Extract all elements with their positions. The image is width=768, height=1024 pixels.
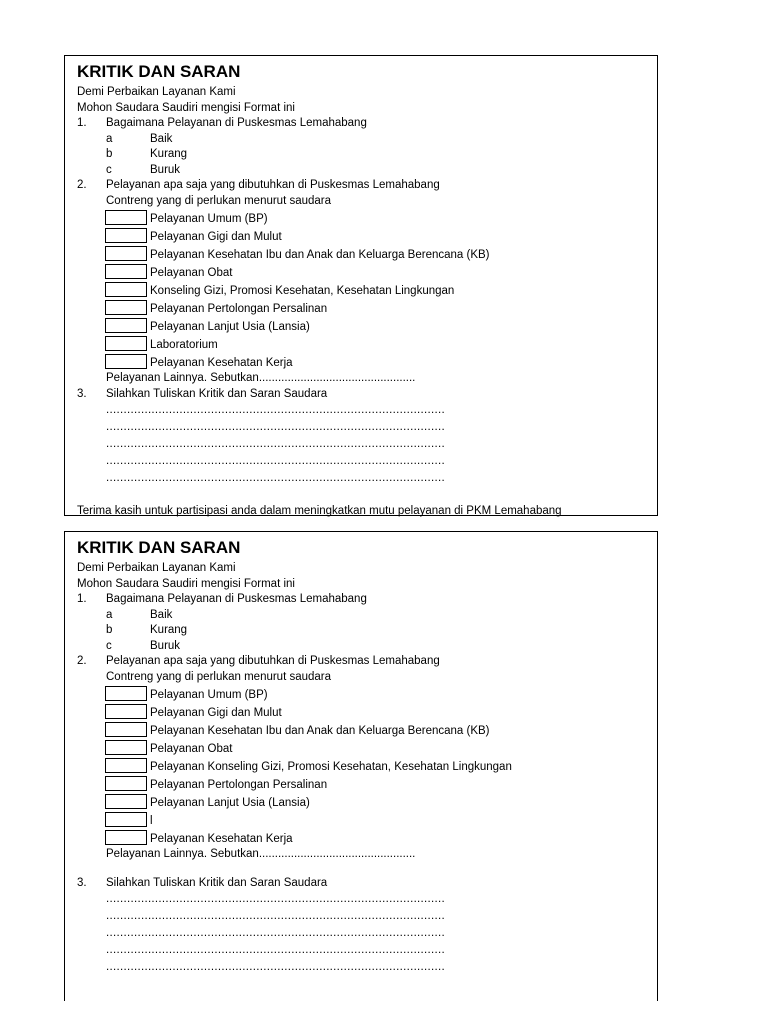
service-row: [77, 775, 657, 793]
question-3: [77, 876, 657, 892]
service-label: Pelayanan Konseling Gizi, Promosi Kesehatan, Kesehatan Lingkungan: [150, 761, 512, 773]
option-letter: b: [106, 624, 113, 636]
option-letter: c: [106, 163, 112, 176]
option-c[interactable]: [77, 639, 657, 655]
service-row: [77, 757, 657, 775]
service-checkbox[interactable]: [105, 210, 147, 225]
service-label: Pelayanan Kesehatan Kerja: [150, 357, 293, 369]
option-a[interactable]: [77, 608, 657, 624]
service-row: [77, 335, 657, 353]
service-checkbox[interactable]: [105, 740, 147, 755]
option-b[interactable]: [77, 147, 657, 163]
option-letter: a: [106, 132, 113, 145]
service-checkbox[interactable]: [105, 246, 147, 261]
service-checkbox[interactable]: [105, 318, 147, 333]
service-checkbox[interactable]: [105, 830, 147, 845]
option-b[interactable]: [77, 623, 657, 639]
answer-line[interactable]: .................................................................................................: [106, 910, 446, 922]
feedback-form-2: [64, 531, 658, 1001]
service-label: Pelayanan Umum (BP): [150, 689, 268, 701]
service-label: Pelayanan Kesehatan Ibu dan Anak dan Keluarga Berencana (KB): [150, 249, 490, 261]
question-2: [77, 654, 657, 670]
answer-line[interactable]: .................................................................................................: [106, 455, 446, 467]
service-label: Pelayanan Umum (BP): [150, 213, 268, 225]
question-number: 1.: [77, 593, 87, 605]
option-label: Buruk: [150, 639, 181, 652]
service-checkbox[interactable]: [105, 704, 147, 719]
option-letter: a: [106, 608, 113, 621]
answer-line[interactable]: .................................................................................................: [106, 438, 446, 450]
service-label: Pelayanan Lanjut Usia (Lansia): [150, 321, 310, 333]
service-label: Pelayanan Obat: [150, 267, 233, 279]
service-row: [77, 739, 657, 757]
intro-line-2: Mohon Saudara Saudiri mengisi Format ini: [77, 577, 295, 590]
service-label: Laboratorium: [150, 339, 218, 351]
service-row: [77, 317, 657, 335]
thank-you-note: Terima kasih untuk partisipasi anda dalam meningkatkan mutu pelayanan di PKM Lemahabang: [77, 505, 562, 517]
question-number: 2.: [77, 179, 87, 191]
question-2-instruction: Contreng yang di perlukan menurut saudara: [106, 194, 332, 207]
question-1: [77, 592, 657, 608]
question-2-instruction: Contreng yang di perlukan menurut saudara: [106, 670, 332, 683]
option-letter: b: [106, 148, 113, 160]
service-row: [77, 685, 657, 703]
service-checkbox[interactable]: [105, 686, 147, 701]
service-row: [77, 245, 657, 263]
service-row: [77, 703, 657, 721]
answer-line[interactable]: .................................................................................................: [106, 893, 446, 905]
service-label: Pelayanan Obat: [150, 743, 233, 755]
option-label: Kurang: [150, 624, 188, 636]
question-3: [77, 387, 657, 403]
question-2: [77, 178, 657, 194]
form-title: KRITIK DAN SARAN: [77, 538, 241, 557]
service-checkbox[interactable]: [105, 300, 147, 315]
service-row: [77, 281, 657, 299]
service-row: [77, 721, 657, 739]
question-text: Bagaimana Pelayanan di Puskesmas Lemahabang: [106, 593, 367, 605]
service-row: [77, 299, 657, 317]
question-text: Silahkan Tuliskan Kritik dan Saran Saudara: [106, 876, 328, 889]
intro-line-1: Demi Perbaikan Layanan Kami: [77, 86, 236, 98]
question-number: 3.: [77, 387, 87, 400]
option-label: Baik: [150, 608, 173, 621]
service-checkbox[interactable]: [105, 776, 147, 791]
service-label: Pelayanan Gigi dan Mulut: [150, 231, 282, 243]
service-row: [77, 209, 657, 227]
question-number: 2.: [77, 655, 87, 667]
other-service-field[interactable]: Pelayanan Lainnya. Sebutkan.................................................: [106, 372, 416, 384]
service-row: [77, 353, 657, 371]
service-row: [77, 263, 657, 281]
intro-line-1: Demi Perbaikan Layanan Kami: [77, 562, 236, 574]
answer-line[interactable]: .................................................................................................: [106, 961, 446, 973]
service-checkbox[interactable]: [105, 722, 147, 737]
service-checkbox[interactable]: [105, 264, 147, 279]
service-label: Pelayanan Pertolongan Persalinan: [150, 303, 328, 315]
service-checkbox[interactable]: [105, 794, 147, 809]
answer-line[interactable]: .................................................................................................: [106, 927, 446, 939]
service-label: Konseling Gizi, Promosi Kesehatan, Kesehatan Lingkungan: [150, 285, 455, 297]
question-text: Pelayanan apa saja yang dibutuhkan di Puskesmas Lemahabang: [106, 179, 440, 191]
question-text: Silahkan Tuliskan Kritik dan Saran Saudara: [106, 387, 328, 400]
question-number: 3.: [77, 876, 87, 889]
question-1: [77, 116, 657, 132]
service-row: [77, 829, 657, 847]
service-row: [77, 811, 657, 829]
service-checkbox[interactable]: [105, 282, 147, 297]
service-label: Pelayanan Kesehatan Kerja: [150, 833, 293, 845]
service-checkbox[interactable]: [105, 758, 147, 773]
service-row: [77, 227, 657, 245]
service-label: Pelayanan Lanjut Usia (Lansia): [150, 797, 310, 809]
service-row: [77, 793, 657, 811]
question-text: Bagaimana Pelayanan di Puskesmas Lemahabang: [106, 117, 367, 129]
other-service-field[interactable]: Pelayanan Lainnya. Sebutkan.................................................: [106, 848, 416, 860]
option-label: Kurang: [150, 148, 188, 160]
service-checkbox[interactable]: [105, 228, 147, 243]
option-label: Buruk: [150, 163, 181, 176]
spacer: [77, 863, 657, 876]
service-checkbox[interactable]: [105, 336, 147, 351]
option-c[interactable]: [77, 163, 657, 179]
service-label: Pelayanan Pertolongan Persalinan: [150, 779, 328, 791]
question-number: 1.: [77, 117, 87, 129]
answer-line[interactable]: .................................................................................................: [106, 421, 446, 433]
option-label: Baik: [150, 132, 173, 145]
feedback-form-1: [64, 55, 658, 516]
form-title: KRITIK DAN SARAN: [77, 62, 241, 81]
option-letter: c: [106, 639, 112, 652]
service-label: Pelayanan Kesehatan Ibu dan Anak dan Keluarga Berencana (KB): [150, 725, 490, 737]
answer-line[interactable]: .................................................................................................: [106, 472, 446, 484]
question-text: Pelayanan apa saja yang dibutuhkan di Puskesmas Lemahabang: [106, 655, 440, 667]
answer-line[interactable]: .................................................................................................: [106, 404, 446, 416]
option-a[interactable]: [77, 132, 657, 148]
intro-line-2: Mohon Saudara Saudiri mengisi Format ini: [77, 101, 295, 114]
service-checkbox[interactable]: [105, 812, 147, 827]
answer-line[interactable]: .................................................................................................: [106, 944, 446, 956]
service-checkbox[interactable]: [105, 354, 147, 369]
service-label: Pelayanan Gigi dan Mulut: [150, 707, 282, 719]
service-label: l: [150, 815, 153, 827]
